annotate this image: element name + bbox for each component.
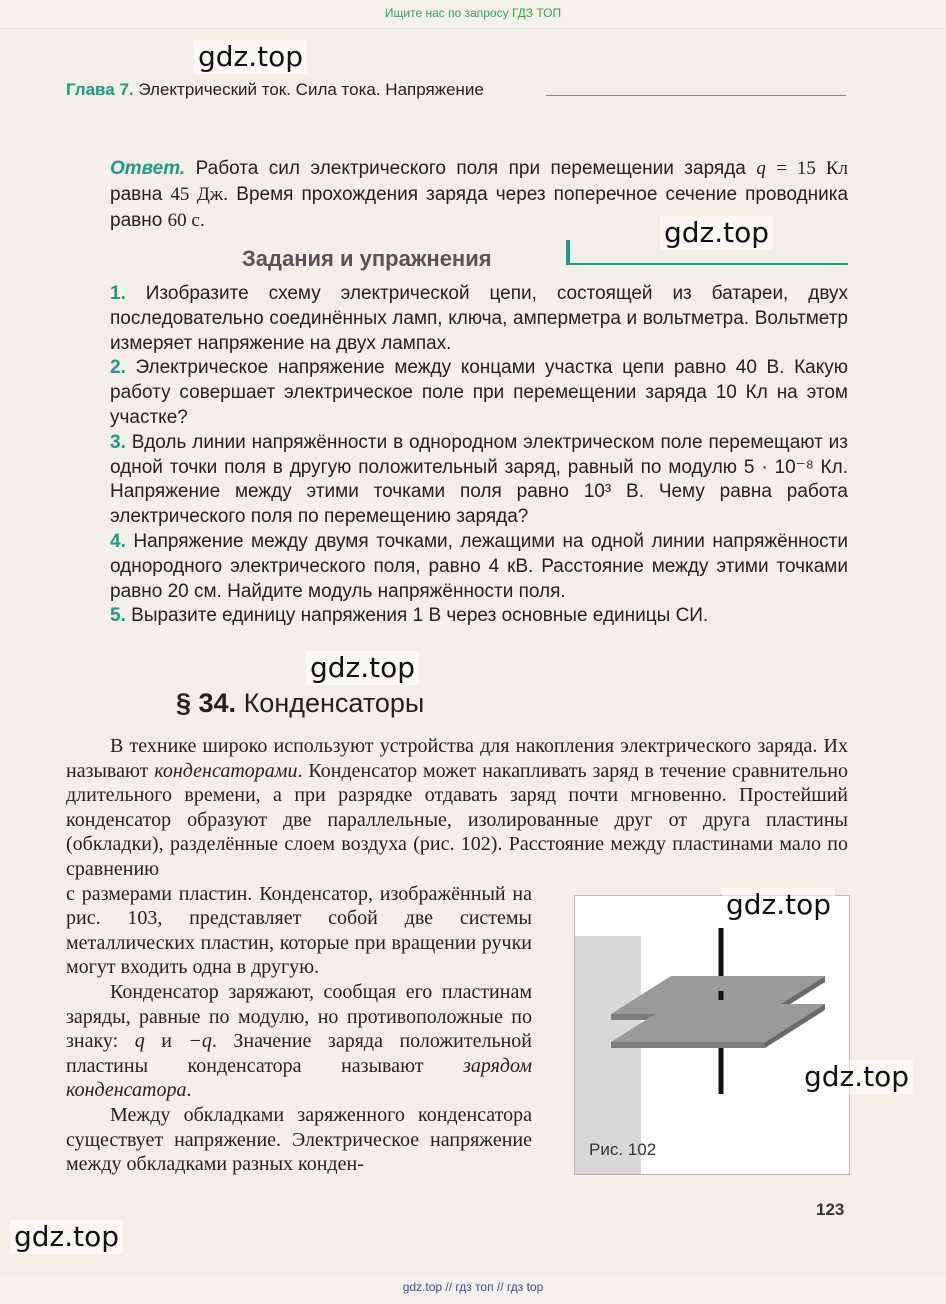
task-item (110, 530, 848, 604)
task-text: Вдоль линии напряжённости в однородном электрическом поле перемещают из одной точки поля в другую положительный заряд, равный по модулю 5 · 10⁻⁸ Кл. Напряжение между этими точками поля равно 10³ В. Чему равна работа электрического поля по перемещению заряда? (110, 431, 848, 528)
heading-accent-line (566, 263, 848, 265)
answer-text-3: . Время прохождения заряда через поперечное сечение проводника равно (110, 184, 849, 231)
task-text: Напряжение между двумя точками, лежащими на одной линии напряжённости однородного электрического поля, равно 4 кВ. Расстояние между этими точками равно 20 см. Найдите модуль напряжённости поля. (110, 530, 849, 602)
top-banner: Ищите нас по запросу ГДЗ ТОП (384, 6, 562, 20)
p2-end: . (186, 1079, 192, 1102)
task-item (110, 431, 848, 530)
p2-text-a: Конденсатор заряжают, сообщая его пластинам заряды, равные по модулю, но противоположные по знаку: (66, 980, 532, 1053)
task-item (110, 604, 848, 629)
section-name: Конденсаторы (243, 688, 425, 718)
answer-text-1: Работа сил электрического поля при перемещении заряда (195, 158, 746, 179)
paragraph-1-cont (66, 882, 532, 980)
p2-term: зарядом конденсатора (66, 1054, 532, 1102)
task-number: 5. (110, 605, 126, 627)
task-text: Выразите единицу напряжения 1 В через основные единицы СИ. (131, 605, 709, 627)
tasks-list (110, 282, 848, 629)
p2-and: и (161, 1030, 172, 1053)
task-number: 1. (110, 283, 126, 304)
chapter-label: Глава 7. (66, 80, 134, 99)
tasks-heading: Задания и упражнения (242, 246, 492, 271)
figure-shadow-band (575, 936, 641, 1174)
answer-var-q: q (756, 158, 766, 179)
p2-var-q: q (134, 1030, 145, 1053)
answer-work-value: 45 Дж (170, 184, 223, 205)
p1-text-c: с размерами пластин. Конденсатор, изображённый на рис. 103, представляет собой две системы металлических пластин, которые при вращении ручки могут входить одна в другую. (66, 882, 532, 979)
task-item (110, 282, 848, 356)
task-item (110, 356, 848, 430)
answer-text-end: . (199, 210, 206, 231)
watermark: gdz.top (722, 888, 835, 922)
chapter-header (66, 80, 484, 100)
paragraph-2 (66, 980, 532, 1103)
p2-var-minus-q: −q (188, 1030, 212, 1053)
bottom-banner: gdz.top // гдз топ // гдз top (402, 1280, 544, 1294)
paragraph-1 (66, 734, 848, 882)
heading-accent-bar (566, 240, 570, 264)
answer-text-2: равна (110, 184, 163, 205)
page-number: 123 (816, 1200, 845, 1219)
p1-text-a: В технике широко используют устройства для накопления электрического заряда. Их называют (66, 735, 848, 782)
p1-text-b: . Конденсатор может накапливать заряд в течение сравнительно длительного времени, а при разрядке отдавать заряд почти мгновенно. Простейший конденсатор образуют две параллельные, изолированные друг от друга пластины (обкладки), разделённые слоем воздуха (рис. 102). Расстояние между пластинами мало по сравнению (66, 759, 849, 880)
p3-text: Между обкладками заряженного конденсатора существует напряжение. Электрическое напряжение между обкладками разных конден- (66, 1103, 532, 1176)
figure-102 (574, 895, 850, 1175)
watermark: gdz.top (10, 1220, 123, 1254)
p2-text-b: . Значение заряда положительной пластины конденсатора называют (66, 1030, 533, 1077)
task-number: 4. (110, 530, 126, 552)
answer-label: Ответ. (110, 158, 186, 179)
p1-term: конденсаторами (154, 759, 298, 782)
task-number: 3. (110, 431, 126, 453)
chapter-title: Электрический ток. Сила тока. Напряжение (138, 80, 484, 99)
task-text: Электрическое напряжение между концами участка цепи равно 40 В. Какую работу совершает электрическое поле при перемещении заряда 10 Кл на этом участке? (110, 357, 848, 428)
task-number: 2. (110, 357, 126, 379)
watermark: gdz.top (194, 40, 307, 74)
watermark: gdz.top (660, 216, 773, 250)
capacitor-illustration (575, 896, 849, 1174)
section-number: § 34. (176, 688, 237, 718)
paragraph-3 (66, 1103, 532, 1177)
narrow-column (66, 882, 532, 1177)
lower-plate-edge (611, 1042, 765, 1048)
answer-time-value: 60 с (167, 210, 200, 231)
figure-caption: Рис. 102 (589, 1140, 657, 1159)
task-text: Изобразите схему электрической цепи, состоящей из батареи, двух последовательно соединённых ламп, ключа, амперметра и вольтметра. Вольтметр измеряет напряжение на двух лампах. (110, 283, 849, 354)
answer-q-value: = 15 Кл (776, 158, 848, 179)
section-title (176, 688, 424, 719)
chapter-rule (546, 95, 846, 96)
watermark: gdz.top (306, 651, 419, 685)
watermark: gdz.top (800, 1060, 913, 1094)
